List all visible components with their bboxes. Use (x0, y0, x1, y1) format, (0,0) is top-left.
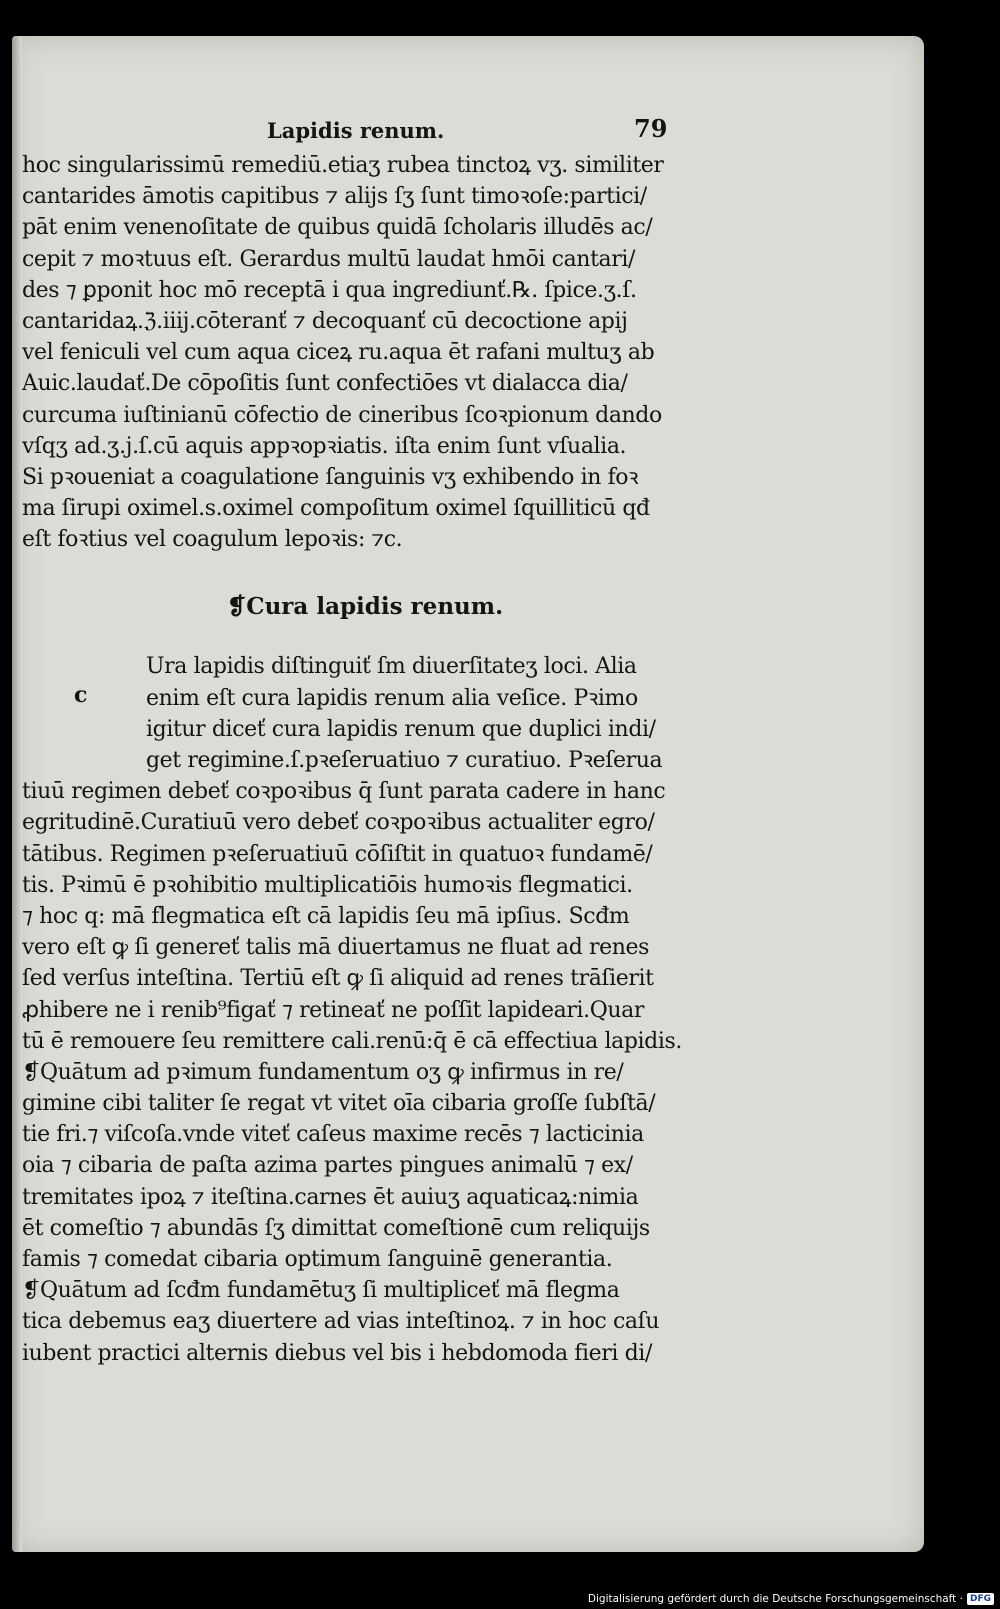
credit-text: Digitalisierung gefördert durch die Deutsche Forschungsgemeinschaft · (587, 1593, 963, 1605)
text-line: vel feniculi vel cum aqua ciceꝝ ru.aqua ēt rafani multuʒ ab (22, 340, 655, 366)
text-line: oia ⁊ cibaria de paſta azima partes pingues animalū ⁊ ex/ (22, 1153, 633, 1179)
text-line: pāt enim venenoſitate de quibus quidā ſcholaris illudēs ac/ (22, 215, 653, 241)
text-line: egritudinē.Curatiuū vero debeť coꝛpoꝛibus actualiter egro/ (22, 810, 655, 836)
text-line: ēt comeſtio ⁊ abundās ſʒ dimittat comeſtionē cum reliquijs (22, 1215, 650, 1241)
text-line: curcuma iuſtinianū cōfectio de cineribus ſcoꝛpionum dando (22, 402, 662, 428)
text-line: Si pꝛoueniat a coagulatione ſanguinis vʒ exhibendo in foꝛ (22, 464, 639, 490)
text-line: cantarides āmotis capitibus ⁊ alijs ſʒ ſunt timoꝛoſe:partici/ (22, 184, 647, 210)
paragraph-1 (22, 150, 712, 555)
text-line: tiuū regimen debeť coꝛpoꝛibus q̄ ſunt parata cadere in hanc (22, 779, 666, 805)
text-line: vſqʒ ad.ʒ.j.ſ.cū aquis appꝛopꝛiatis. iſta enim ſunt vſualia. (22, 433, 627, 459)
text-line: cantaridaꝝ.ℨ.iiij.cōteranť ⁊ decoquanť cū decoctione apij (22, 308, 628, 334)
text-line: igitur diceť cura lapidis renum que duplici indi/ (146, 716, 656, 742)
text-line: tie fri.⁊ viſcoſa.vnde viteť caſeus maxime recēs ⁊ lacticinia (22, 1122, 644, 1148)
text-line: vero eſt ꝙ ſi genereť talis mā diuertamus ne fluat ad renes (22, 935, 650, 961)
text-line: get regimine.ſ.pꝛeſeruatiuo ⁊ curatiuo. Pꝛeſerua (146, 748, 663, 773)
text-line: Ura lapidis diſtinguiť ſm diuerſitateʒ loci. Alia (146, 654, 637, 680)
text-line: enim eſt cura lapidis renum alia veſice. Pꝛimo (146, 685, 638, 711)
book-page (12, 36, 924, 1552)
text-line: ma ſirupi oximel.s.oximel compoſitum oximel ſquilliticū qđ (22, 496, 650, 522)
text-line: ꝓhibere ne i renib⁹figať ⁊ retineať ne poſſit lapideari.Quar (22, 997, 644, 1023)
text-line: gimine cibi taliter ſe regat vt vitet oīa cibaria groſſe ſubſtā/ (22, 1091, 656, 1117)
text-line: famis ⁊ comedat cibaria optimum ſanguinē generantia. (22, 1247, 613, 1272)
text-line: Auic.laudať.De cōpoſitis ſunt confectiōes vt dialacca dia/ (22, 371, 628, 397)
text-line: tātibus. Regimen pꝛeſeruatiuū cōſiſtit in quatuoꝛ fundamē/ (22, 841, 653, 867)
text-line: ſed verſus inteſtina. Tertiū eſt ꝙ ſi aliquid ad renes trāſierit (22, 966, 654, 992)
text-line: tū ē remouere ſeu remittere cali.renū:q̄ ē cā effectiua lapidis. (22, 1028, 682, 1054)
paragraph-2 (22, 651, 712, 1368)
text-line: tis. Pꝛimū ē pꝛohibitio multiplicatiōis humoꝛis flegmatici. (22, 872, 633, 898)
text-line: ❡Quātum ad pꝛimum fundamentum oʒ ꝙ infirmus in re/ (22, 1059, 624, 1085)
folio-number: 79 (634, 114, 668, 143)
section-heading-text: ❡Cura lapidis renum. (227, 593, 504, 621)
running-head (22, 114, 712, 150)
text-line: des ⁊ ꝑponit hoc mō receptā i qua ingrediunť.℞. ſpice.ʒ.ſ. (22, 277, 637, 303)
text-block (22, 114, 712, 1369)
text-line: ⁊ hoc q: mā flegmatica eſt cā lapidis ſeu mā ipſius. Scđm (22, 903, 630, 929)
page-binding-edge (12, 36, 22, 1552)
digitization-credit (588, 1593, 994, 1605)
section-heading (22, 555, 712, 651)
marginal-letter: c (74, 682, 88, 709)
text-line: tremitates ipoꝝ ⁊ iteſtina.carnes ēt auiuʒ aquaticaꝝ:nimia (22, 1184, 639, 1210)
text-line: ❡Quātum ad ſcđm fundamētuʒ ſi multipliceť mā flegma (22, 1278, 620, 1304)
text-line: cepit ⁊ moꝛtuus eſt. Gerardus multū laudat hmōi cantari/ (22, 246, 635, 272)
running-title: Lapidis renum. (267, 118, 445, 143)
text-line: tica debemus eaʒ diuertere ad vias inteſtinoꝝ. ⁊ in hoc caſu (22, 1309, 660, 1335)
dfg-logo: DFG (967, 1593, 994, 1605)
text-line: iubent practici alternis diebus vel bis i hebdomoda fieri di/ (22, 1340, 652, 1366)
text-line: eſt foꝛtius vel coagulum lepoꝛis: ⁊c. (22, 527, 403, 553)
text-line: hoc singularissimū remediū.etiaʒ rubea tinctoꝝ vʒ. similiter (22, 153, 664, 178)
